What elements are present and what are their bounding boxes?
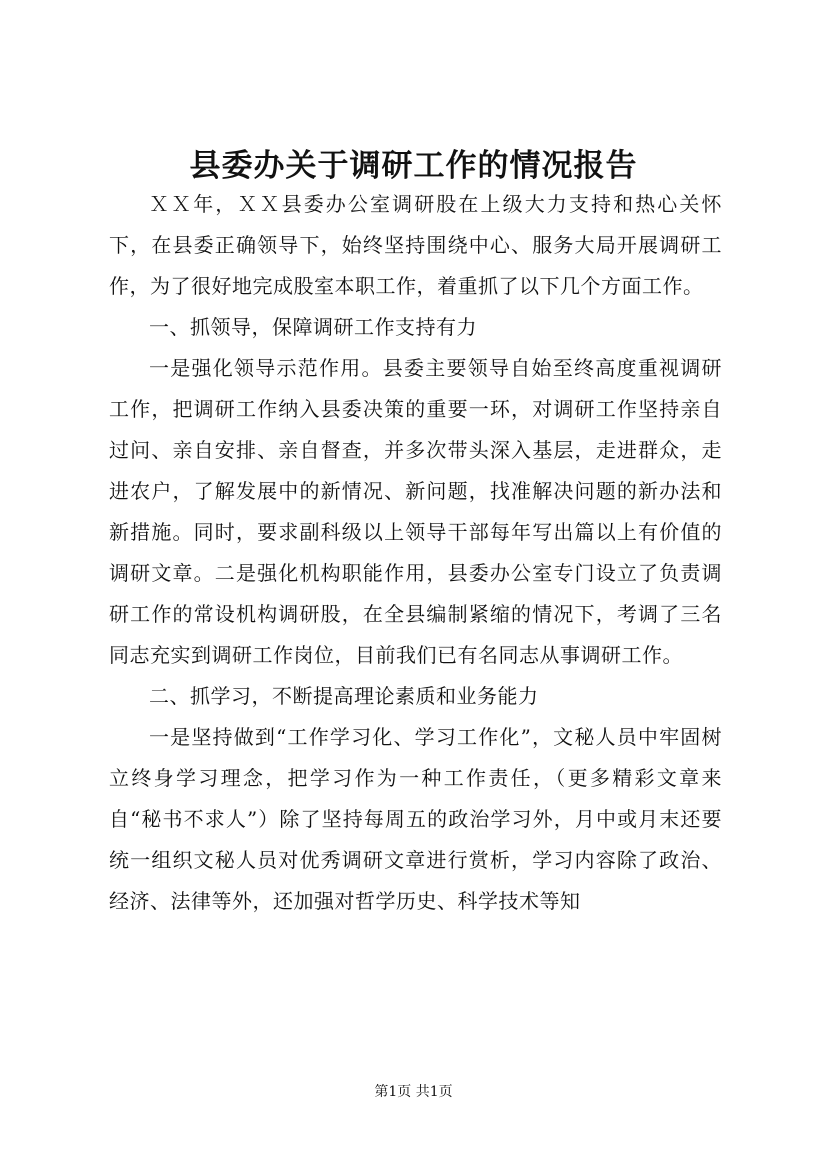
- section-heading-leadership: 一、抓领导，保障调研工作支持有力: [149, 315, 477, 339]
- page-footer: 第1页 共1页: [374, 1084, 453, 1100]
- document-body: [109, 184, 722, 922]
- paragraph-leadership: 一是强化领导示范作用。县委主要领导自始至终高度重视调研工作，把调研工作纳入县委决策的重要一环，对调研工作坚持亲自过问、亲自安排、亲自督查，并多次带头深入基层，走进群众，走进农户，了解发展中的新情况、新问题，找准解决问题的新办法和新措施。同时，要求副科级以上领导干部每年写出篇以上有价值的调研文章。二是强化机构职能作用，县委办公室专门设立了负责调研工作的常设机构调研股，在全县编制紧缩的情况下，考调了三名同志充实到调研工作岗位，目前我们已有名同志从事调研工作。: [109, 356, 722, 667]
- paragraph-study: 一是坚持做到“工作学习化、学习工作化”，文秘人员中牢固树立终身学习理念，把学习作为一种工作责任，（更多精彩文章来自“秘书不求人”）除了坚持每周五的政治学习外，月中或月末还要统一组织文秘人员对优秀调研文章进行赏析，学习内容除了政治、经济、法律等外，还加强对哲学历史、科学技术等知: [109, 725, 722, 913]
- section-heading-study: 二、抓学习，不断提高理论素质和业务能力: [149, 684, 539, 708]
- document-title: 县委办关于调研工作的情况报告: [189, 148, 638, 184]
- paragraph-intro: ＸＸ年，ＸＸ县委办公室调研股在上级大力支持和热心关怀下，在县委正确领导下，始终坚持围绕中心、服务大局开展调研工作，为了很好地完成股室本职工作，着重抓了以下几个方面工作。: [109, 192, 722, 298]
